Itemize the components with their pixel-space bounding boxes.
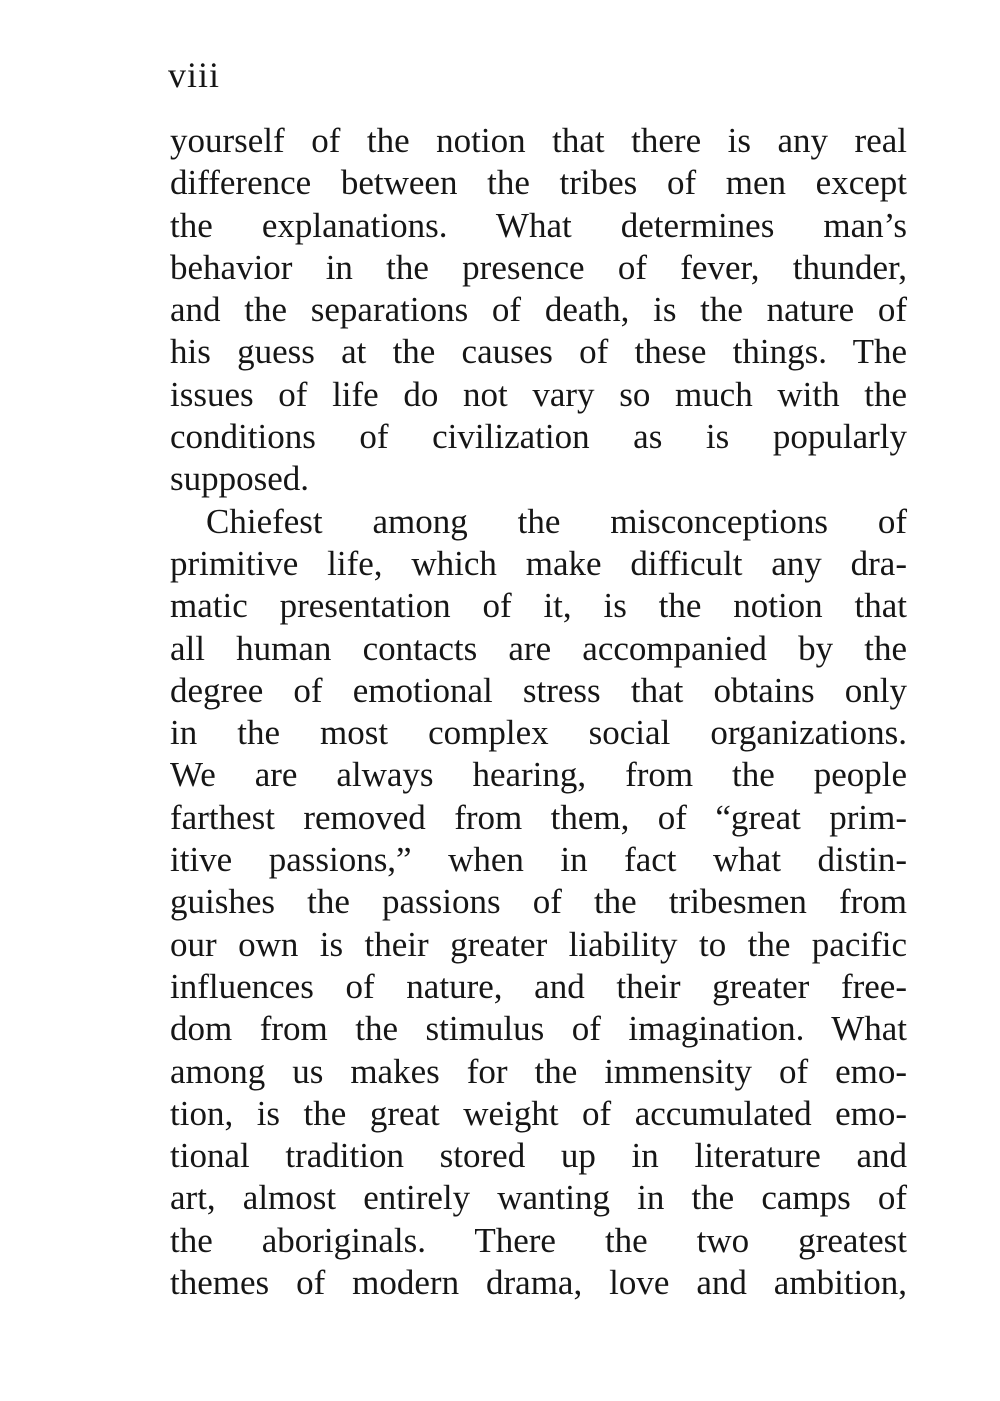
body-text <box>170 120 907 1304</box>
text-line: guishes the passions of the tribesmen from <box>170 882 907 922</box>
text-line: themes of modern drama, love and ambition, <box>170 1263 907 1303</box>
text-line: issues of life do not vary so much with the <box>170 374 907 414</box>
text-line: our own is their greater liability to the pacific <box>170 924 907 964</box>
text-line: his guess at the causes of these things. The <box>170 332 907 372</box>
text-line: tional tradition stored up in literature and <box>170 1136 907 1176</box>
text-line: yourself of the notion that there is any real <box>170 121 907 160</box>
text-line: difference between the tribes of men except <box>170 163 907 203</box>
text-line: behavior in the presence of fever, thunder, <box>170 247 907 287</box>
paragraph-end-line: supposed. <box>170 459 310 499</box>
text-line: all human contacts are accompanied by the <box>170 628 907 668</box>
text-line: in the most complex social organizations. <box>170 713 907 753</box>
text-line: the explanations. What determines man’s <box>170 205 907 245</box>
page-number: viii <box>168 55 221 95</box>
text-line: influences of nature, and their greater free- <box>170 966 907 1006</box>
text-line: itive passions,” when in fact what distin- <box>170 840 907 880</box>
text-line: dom from the stimulus of imagination. What <box>170 1009 907 1049</box>
text-line: and the separations of death, is the nature of <box>170 290 907 330</box>
text-line: the aboriginals. There the two greatest <box>170 1220 907 1260</box>
text-line: farthest removed from them, of “great prim- <box>170 797 907 837</box>
text-line: conditions of civilization as is popularly <box>170 417 907 457</box>
text-line: degree of emotional stress that obtains only <box>170 670 907 710</box>
text-line: tion, is the great weight of accumulated emo- <box>170 1093 907 1133</box>
text-line: We are always hearing, from the people <box>170 755 907 795</box>
text-line: art, almost entirely wanting in the camps of <box>170 1178 907 1218</box>
paragraph-start-line: Chiefest among the misconceptions of <box>206 501 907 541</box>
text-line: primitive life, which make difficult any dra- <box>170 543 907 583</box>
text-line: matic presentation of it, is the notion that <box>170 586 907 626</box>
text-line: among us makes for the immensity of emo- <box>170 1051 907 1091</box>
